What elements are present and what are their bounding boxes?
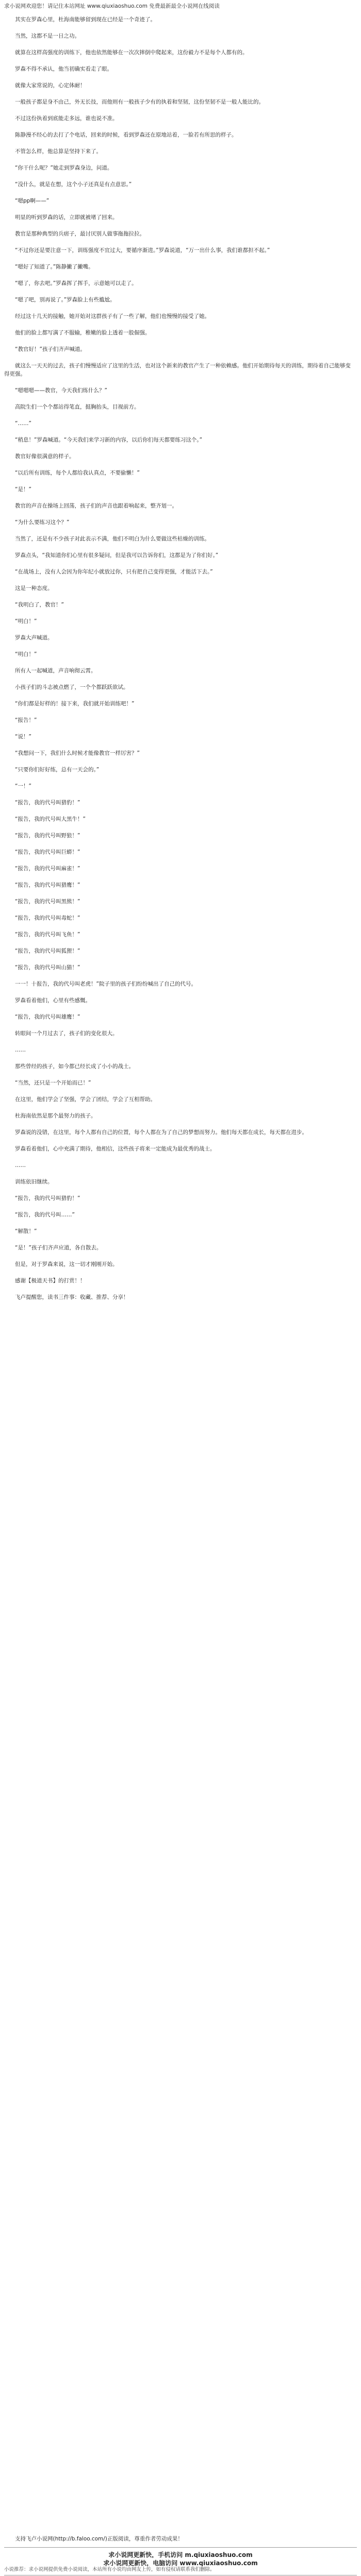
story-paragraph: “……” xyxy=(4,420,31,427)
story-paragraph-long: 罗森说的没错，在这里，每个人都有自己的位置，每个人都在为了自己的梦想而努力。他们每天都在成长，每天都在进步。 xyxy=(4,1129,307,1136)
story-paragraph: 不管怎么样，他总算是坚持下来了。 xyxy=(4,148,102,155)
story-paragraph: “当然，还只是一个开始而已！” xyxy=(4,1080,91,1086)
story-paragraph: 那些曾经的孩子，如今都已经长成了小小的战士。 xyxy=(4,1063,134,1070)
story-paragraph: 当然，这都不是一日之功。 xyxy=(4,33,80,39)
story-paragraph: 罗森不得不承认，他当初确实看走了眼。 xyxy=(4,66,112,72)
story-paragraph: 教官好像很满意的样子。 xyxy=(4,453,75,460)
story-paragraph: “明白！” xyxy=(4,618,37,624)
site-banner xyxy=(4,2,357,10)
story-paragraph: “在战场上，没有人会因为你年纪小就放过你，只有把自己变得更强，才能活下去。” xyxy=(4,569,213,575)
story-paragraph: “明白！” xyxy=(4,651,37,657)
story-paragraph: “解散！” xyxy=(4,1228,37,1234)
story-paragraph: 罗森点头，“我知道你们心里有很多疑问，但是我可以告诉你们，这都是为了你们好。” xyxy=(4,552,219,558)
story-paragraph: “你们都是好样的！接下来，我们就开始训练吧！” xyxy=(4,701,135,707)
story-paragraph: 高院生们一个个都站得笔直，挺胸抬头，目视前方。 xyxy=(4,404,140,410)
story-paragraph: “一！” xyxy=(4,783,31,789)
story-paragraph: “嗯嗯嗯——教官，今天我们练什么？” xyxy=(4,387,107,394)
support-line: 支持飞卢小说网(http://b.faloo.com/)正版阅读，尊重作者劳动成果！ xyxy=(4,2536,183,2542)
story-paragraph: 就像大家常说的，心定体耐！ xyxy=(4,82,86,89)
story-paragraph: “报告，我的代号叫狐狸！” xyxy=(4,948,80,954)
story-paragraph: “我想问一下，我们什么时候才能像教官一样厉害？” xyxy=(4,750,140,756)
promo-mobile[interactable]: 求小说网更新快，手机访问 m.qiuxiaoshuo.com xyxy=(108,2551,253,2558)
story-paragraph: 罗森大声喊道。 xyxy=(4,635,53,641)
story-paragraph: 陈静漫不经心的去打了个电话，回来的时候，看到罗森还在原地站着，一脸若有所思的样子。 xyxy=(4,132,237,138)
story-paragraph: “为什么要练习这个？” xyxy=(4,519,70,526)
story-paragraph: 教官的声音在操场上回荡，孩子们的声音也跟着响起来，整齐划一。 xyxy=(4,503,177,509)
story-paragraph: “你干什么呢？”她走到罗森身边，问道。 xyxy=(4,165,113,171)
story-paragraph: “没什么，就是在想，这个小子还真是有点意思。” xyxy=(4,181,132,188)
story-paragraph: “嗯了，你去吧。”罗森挥了挥手，示意她可以走了。 xyxy=(4,280,137,286)
story-paragraph: “我明白了，教官！” xyxy=(4,602,64,608)
story-paragraph: “是！” xyxy=(4,486,31,493)
story-paragraph: 教官是那种典型的兵痞子，最讨厌别人做事拖拖拉拉。 xyxy=(4,231,145,237)
story-paragraph: 罗森看着他们，心中充满了期待，他相信，这些孩子将来一定能成为最优秀的战士。 xyxy=(4,1146,216,1152)
story-paragraph: 在这里，他们学会了坚强，学会了团结，学会了互相帮助。 xyxy=(4,1096,156,1103)
story-paragraph: 一一！十报告，我的代号叫老虎！”院子里的孩子们纷纷喊出了自己的代号。 xyxy=(4,981,196,987)
story-paragraph: “报告，我的代号叫野狼！” xyxy=(4,833,80,839)
story-paragraph: “报告，我的代号叫飞鱼！” xyxy=(4,931,80,938)
story-paragraph-long: 就这么一天天的过去，孩子们慢慢适应了这里的生活，也对这个新来的教官产生了一种依赖感。他们开始期待每天的训练，期待着自己能够变得更强。 xyxy=(4,363,351,377)
story-paragraph: 不过这份执着到底能走多远，谁也说不准。 xyxy=(4,115,118,122)
story-paragraph: “以后所有训练，每个人都给我认真点，不要偷懒！” xyxy=(4,470,140,476)
story-paragraph: “报告，我的代号叫麻雀！” xyxy=(4,866,80,872)
story-paragraph: 杜海南依然是那个最努力的孩子。 xyxy=(4,1113,96,1119)
story-paragraph: “报告，我的代号叫……” xyxy=(4,1212,75,1218)
story-paragraph: 转眼间一个月过去了，孩子们的变化很大。 xyxy=(4,1030,118,1037)
banner-text: 求小说网欢迎您！请记住本站网址 www.qiuxiaoshuo.com 免费最新最全小说网在线阅读 xyxy=(4,3,220,9)
chapter-footer xyxy=(4,2535,357,2576)
story-paragraph: 感谢【极道天书】的打赏！！ xyxy=(4,1278,86,1284)
story-paragraph: “嗯好了知道了。”陈静撇了撇嘴。 xyxy=(4,264,94,270)
story-paragraph: 就算在这样高强度的训练下，他也依然能够在一次次摔倒中爬起来，这份毅力不是每个人都有的。 xyxy=(4,49,248,56)
promo-desktop[interactable]: 求小说网更新快，电脑访问 www.qiuxiaoshuo.com xyxy=(103,2560,258,2566)
story-paragraph: 其实在罗森心里，杜海南能够留到现在已经是一个奇迹了。 xyxy=(4,16,156,23)
story-paragraph: “只要你们好好练，总有一天会的。” xyxy=(4,767,100,773)
story-paragraph: …… xyxy=(4,1162,26,1168)
story-paragraph: 当然了，还是有不少孩子对此表示不满，他们不明白为什么要做这些枯燥的训练。 xyxy=(4,536,210,542)
story-paragraph: 但是，对于罗森来说，这一切才刚刚开始。 xyxy=(4,1261,118,1267)
story-paragraph: “说！” xyxy=(4,734,31,740)
story-paragraph: …… xyxy=(4,1047,26,1053)
story-paragraph: “嗯pp啊——” xyxy=(4,198,50,204)
story-paragraph: “是！”孩子们齐声应道，各自散去。 xyxy=(4,1245,102,1251)
story-paragraph: “报告，我的代号叫巨蟒！” xyxy=(4,849,80,855)
story-paragraph: 他们的脸上都写满了不服输，稚嫩的脸上透着一股倔强。 xyxy=(4,330,151,336)
story-paragraph: 飞卢提醒您，读书三件事：收藏、推荐、分享！ xyxy=(4,1294,129,1300)
story-paragraph: “报告，我的代号叫毒蛇！” xyxy=(4,915,80,921)
promo-box xyxy=(4,2547,357,2575)
story-paragraph: “教官好！”孩子们齐声喊道。 xyxy=(4,346,86,352)
story-paragraph: 一般孩子都是身不由己，外无长技，而他则有一般孩子少有的执着和坚韧，这份坚韧不是一般人能比的。 xyxy=(4,99,264,105)
story-paragraph: “报告，我的代号叫雄鹰！” xyxy=(4,1014,80,1020)
story-paragraph: 经过这十几天的接触，她开始对这群孩子有了一些了解，他们也慢慢的接受了她。 xyxy=(4,313,210,319)
story-paragraph: “报告，我的代号叫山猫！” xyxy=(4,964,80,971)
story-paragraph: “不过你还是要注意一下，训练强度不宜过大，要循序渐进。”罗森说道，“万一出什么事，我们谁都担不起。” xyxy=(4,247,270,253)
story-paragraph: 训练依旧继续。 xyxy=(4,1179,53,1185)
story-paragraph: “稍息！”罗森喊道。“今天我们来学习新的内容，以后你们每天都要练习这个。” xyxy=(4,437,203,443)
story-paragraph: “报告，我的代号叫猎豹！” xyxy=(4,800,80,806)
story-paragraph: “嗯了吧，别再说了。”罗森脸上有些尴尬。 xyxy=(4,297,116,303)
story-paragraph: “报告，我的代号叫大黑牛！” xyxy=(4,816,86,822)
story-paragraph: 所有人一起喊道，声音响彻云霄。 xyxy=(4,668,96,674)
promo-sub: 小说推荐：求小说网提供免费小说阅读，本站所有小说均由网友上传，如有侵权请联系我们删除。 xyxy=(4,2567,215,2572)
story-paragraph: 明显的听到罗森的话，立即就被堵了回来。 xyxy=(4,214,118,221)
story-paragraph: “报告，我的代号叫黑熊！” xyxy=(4,899,80,905)
story-paragraph: “报告，我的代号叫猎鹰！” xyxy=(4,882,80,888)
story-paragraph: “报告，我的代号叫猎豹！” xyxy=(4,1195,80,1201)
story-paragraph: 罗森看着他们，心里有些感慨。 xyxy=(4,997,91,1004)
chapter-content xyxy=(4,15,356,1310)
story-paragraph: 小孩子们的斗志被点燃了，一个个都跃跃欲试。 xyxy=(4,684,129,690)
story-paragraph: 这是一种态度。 xyxy=(4,585,53,591)
story-paragraph: “报告！” xyxy=(4,717,37,723)
